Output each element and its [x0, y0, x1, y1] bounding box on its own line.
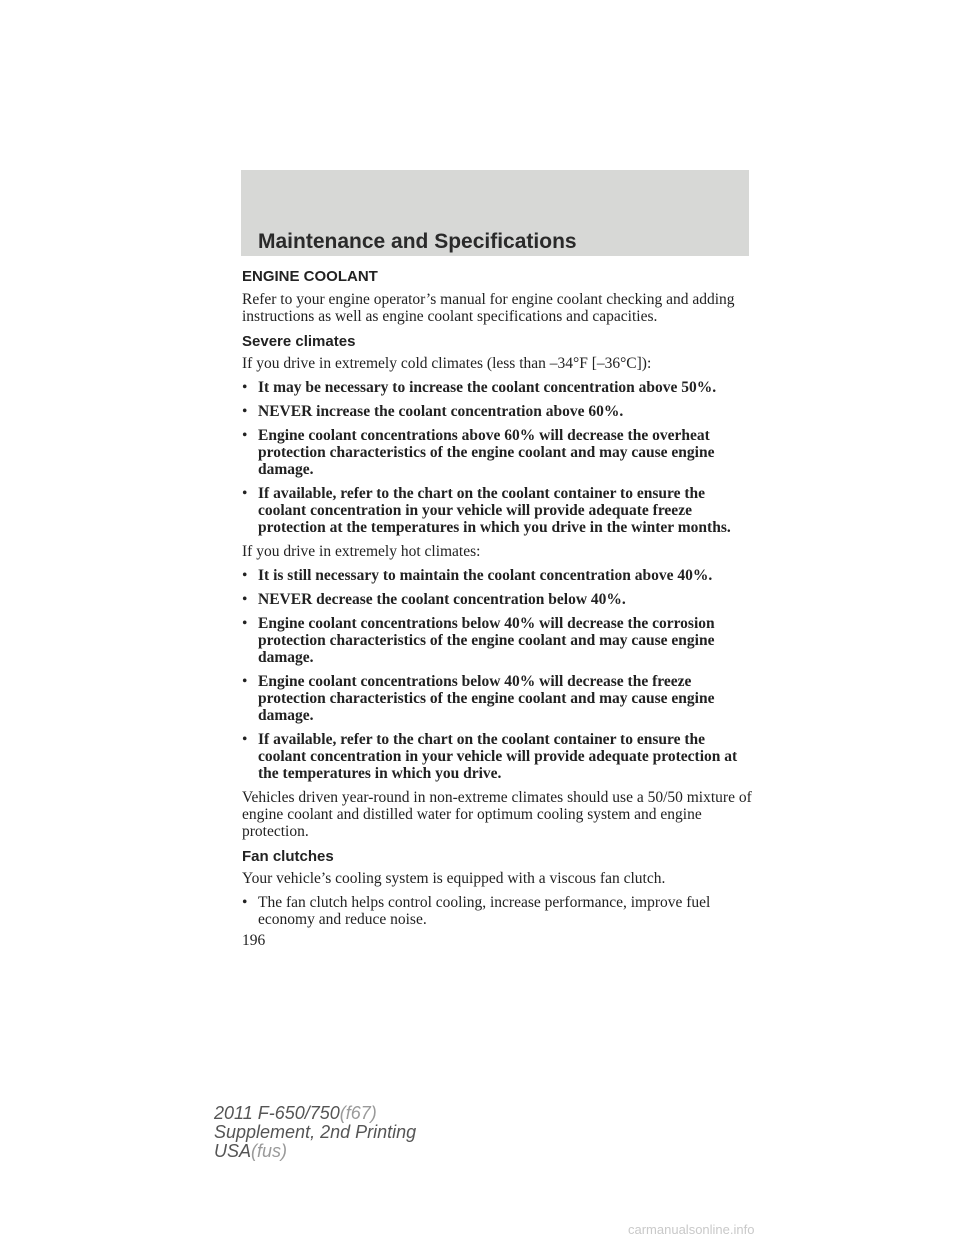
- footer-model-code: (f67): [339, 1103, 377, 1123]
- list-item: [242, 485, 752, 536]
- bullet-icon: •: [242, 485, 248, 502]
- bullet-icon: •: [242, 567, 248, 584]
- footer-line-market: [214, 1142, 416, 1161]
- bullet-icon: •: [242, 379, 248, 396]
- bullet-icon: •: [242, 673, 248, 690]
- fan-clutch-list: [242, 894, 752, 928]
- footer-market-code: (fus): [251, 1141, 288, 1161]
- year-round-paragraph: Vehicles driven year-round in non-extreme climates should use a 50/50 mixture of engine coolant and distilled water for optimum cooling system and engine protection.: [242, 789, 752, 840]
- list-item: [242, 673, 752, 724]
- cold-climates-list: [242, 379, 752, 536]
- list-item-text: If available, refer to the chart on the coolant container to ensure the coolant concentration in your vehicle will provide adequate protection at the temperatures in which you drive.: [258, 731, 738, 782]
- page-number: 196: [242, 932, 266, 949]
- watermark: carmanualsonline.info: [628, 1222, 755, 1237]
- footer-line-edition: Supplement, 2nd Printing: [214, 1122, 417, 1142]
- bullet-icon: •: [242, 615, 248, 632]
- bullet-icon: •: [242, 591, 248, 608]
- footer-model: 2011 F-650/750: [214, 1103, 340, 1123]
- list-item: [242, 379, 752, 396]
- list-item-text: The fan clutch helps control cooling, increase performance, improve fuel economy and reduce noise.: [258, 894, 711, 928]
- bullet-icon: •: [242, 731, 248, 748]
- section-title: ENGINE COOLANT: [242, 268, 378, 285]
- bullet-icon: •: [242, 894, 248, 911]
- fan-clutch-intro: Your vehicle’s cooling system is equipped with a viscous fan clutch.: [242, 870, 666, 887]
- list-item: [242, 615, 752, 666]
- list-item: [242, 591, 752, 608]
- hot-climates-intro: If you drive in extremely hot climates:: [242, 543, 481, 560]
- footer-market: USA: [214, 1141, 252, 1161]
- hot-climates-list: [242, 567, 752, 782]
- section-header-band: [241, 170, 749, 256]
- list-item: [242, 731, 752, 782]
- list-item-text: NEVER increase the coolant concentration above 60%.: [258, 403, 624, 420]
- bullet-icon: •: [242, 427, 248, 444]
- page-title: Maintenance and Specifications: [258, 230, 577, 253]
- list-item-text: It is still necessary to maintain the coolant concentration above 40%.: [258, 567, 713, 584]
- list-item: [242, 427, 752, 478]
- list-item-text: If available, refer to the chart on the coolant container to ensure the coolant concentration in your vehicle will provide adequate freeze protection at the temperatures in which you drive in the winter months.: [258, 485, 731, 536]
- list-item: [242, 567, 752, 584]
- subsection-title-fan-clutches: Fan clutches: [242, 848, 334, 865]
- list-item-text: It may be necessary to increase the coolant concentration above 50%.: [258, 379, 717, 396]
- list-item: [242, 403, 752, 420]
- list-item-text: Engine coolant concentrations above 60% will decrease the overheat protection characteristics of the engine coolant and may cause engine damage.: [258, 427, 715, 478]
- cold-climates-intro: If you drive in extremely cold climates (less than –34°F [–36°C]):: [242, 355, 652, 372]
- list-item-text: Engine coolant concentrations below 40% will decrease the freeze protection characteristics of the engine coolant and may cause engine damage.: [258, 673, 715, 724]
- print-footer: [214, 1104, 416, 1161]
- subsection-title-severe-climates: Severe climates: [242, 333, 356, 350]
- page-content: [242, 268, 752, 949]
- footer-line-model: [214, 1104, 416, 1123]
- list-item-text: NEVER decrease the coolant concentration below 40%.: [258, 591, 626, 608]
- bullet-icon: •: [242, 403, 248, 420]
- list-item: [242, 894, 752, 928]
- section-intro: Refer to your engine operator’s manual for engine coolant checking and adding instructions as well as engine coolant specifications and capacities.: [242, 291, 735, 325]
- list-item-text: Engine coolant concentrations below 40% will decrease the corrosion protection characteristics of the engine coolant and may cause engine damage.: [258, 615, 715, 666]
